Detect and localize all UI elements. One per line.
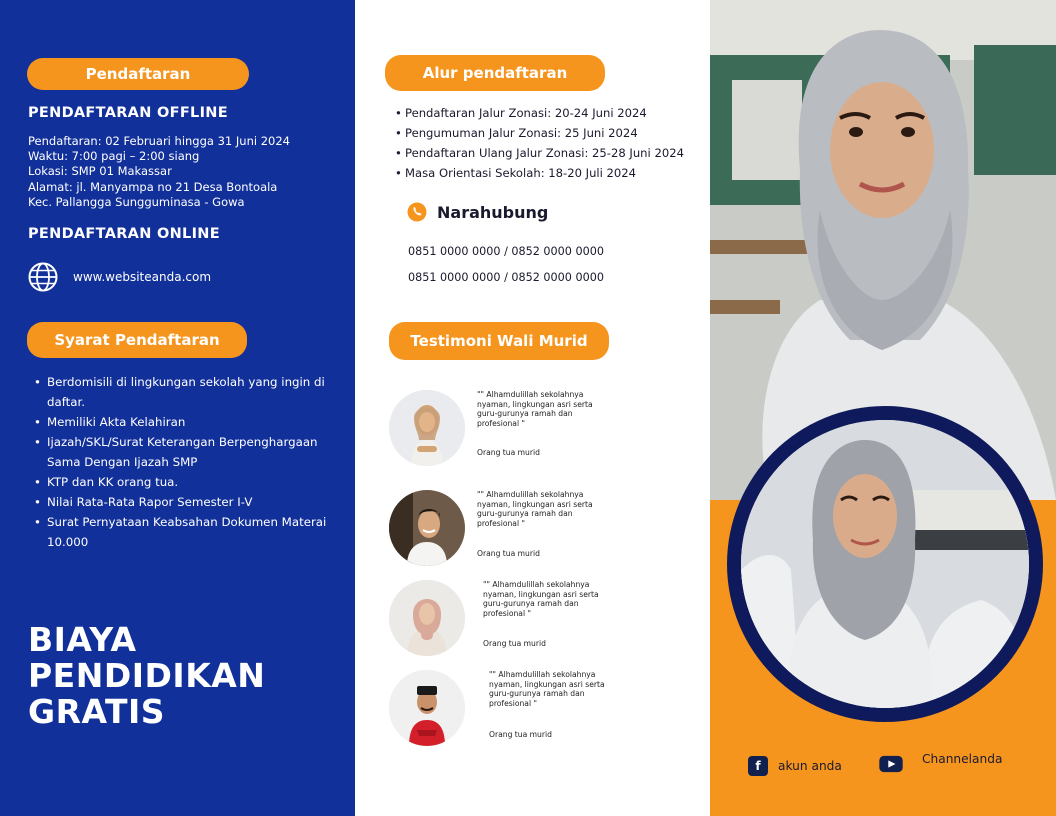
testimoni-pill: Testimoni Wali Murid — [389, 322, 609, 360]
phone-number: 0851 0000 0000 / 0852 0000 0000 — [408, 245, 604, 258]
left-panel — [0, 0, 355, 816]
photo-frame — [727, 406, 1043, 722]
big-title — [28, 622, 265, 730]
avatar — [389, 670, 465, 746]
youtube-icon — [878, 755, 904, 773]
list-item: • Surat Pernyataan Keabsahan Dokumen Materai 10.000 — [34, 512, 334, 552]
pendaftaran-pill: Pendaftaran — [27, 58, 249, 90]
right-panel — [710, 0, 1056, 816]
offline-line: Waktu: 7:00 pagi – 2:00 siang — [28, 149, 200, 164]
offline-line: Pendaftaran: 02 Februari hingga 31 Juni 2024 — [28, 134, 290, 148]
avatar — [389, 490, 465, 566]
website-row[interactable] — [28, 262, 211, 292]
testimonial-quote: "" Alhamdulillah sekolahnya nyaman, lingkungan asri serta guru-gurunya ramah dan profesional " — [477, 490, 593, 528]
testimonial-author: Orang tua murid — [477, 549, 540, 558]
testimonial-author: Orang tua murid — [483, 639, 546, 648]
syarat-pill: Syarat Pendaftaran — [27, 322, 247, 358]
phone-number: 0851 0000 0000 / 0852 0000 0000 — [408, 271, 604, 284]
online-title: PENDAFTARAN ONLINE — [28, 226, 220, 242]
youtube-link[interactable] — [878, 752, 1003, 773]
testimonial-author: Orang tua murid — [489, 730, 552, 739]
big-title-line: GRATIS — [28, 692, 166, 731]
testimonial-card — [389, 580, 689, 658]
offline-line: Kec. Pallangga Sungguminasa - Gowa — [28, 194, 245, 209]
middle-panel — [355, 0, 710, 816]
whatsapp-icon — [407, 202, 427, 222]
list-item: • Nilai Rata-Rata Rapor Semester I-V — [34, 492, 334, 512]
narahubung-title: Narahubung — [437, 202, 549, 222]
offline-title: PENDAFTARAN OFFLINE — [28, 105, 228, 121]
testimonial-card — [389, 390, 689, 468]
narahubung-heading — [407, 202, 548, 222]
offline-info — [28, 134, 290, 210]
facebook-icon: f — [748, 756, 768, 776]
facebook-link[interactable] — [748, 756, 842, 776]
avatar — [389, 390, 465, 466]
syarat-list — [34, 372, 334, 552]
avatar — [389, 580, 465, 656]
list-item: • Memiliki Akta Kelahiran — [34, 412, 334, 432]
website-link[interactable]: www.websiteanda.com — [73, 270, 212, 284]
facebook-label: akun anda — [778, 759, 842, 773]
list-item: • Berdomisili di lingkungan sekolah yang ingin di daftar. — [34, 372, 334, 412]
testimonial-quote: "" Alhamdulillah sekolahnya nyaman, lingkungan asri serta guru-gurunya ramah dan profesional " — [483, 580, 599, 618]
big-title-line: PENDIDIKAN — [28, 656, 266, 695]
testimonial-card — [389, 670, 689, 748]
class-photo — [741, 420, 1029, 708]
list-item: • KTP dan KK orang tua. — [34, 472, 334, 492]
alur-list — [395, 103, 684, 183]
youtube-label: Channelanda — [922, 752, 1003, 766]
list-item: • Pengumuman Jalur Zonasi: 25 Juni 2024 — [395, 123, 684, 143]
testimonial-quote: "" Alhamdulillah sekolahnya nyaman, lingkungan asri serta guru-gurunya ramah dan profesional " — [489, 670, 605, 708]
offline-line: Lokasi: SMP 01 Makassar — [28, 164, 172, 179]
testimonial-author: Orang tua murid — [477, 448, 540, 457]
alur-pill: Alur pendaftaran — [385, 55, 605, 91]
offline-line: Alamat: jl. Manyampa no 21 Desa Bontoala — [28, 179, 278, 194]
list-item: • Ijazah/SKL/Surat Keterangan Berpenghargaan Sama Dengan Ijazah SMP — [34, 432, 334, 472]
list-item: • Pendaftaran Jalur Zonasi: 20-24 Juni 2024 — [395, 103, 684, 123]
testimonial-card — [389, 490, 689, 568]
testimonial-quote: "" Alhamdulillah sekolahnya nyaman, lingkungan asri serta guru-gurunya ramah dan profesional " — [477, 390, 593, 428]
list-item: • Masa Orientasi Sekolah: 18-20 Juli 2024 — [395, 163, 684, 183]
list-item: • Pendaftaran Ulang Jalur Zonasi: 25-28 Juni 2024 — [395, 143, 684, 163]
big-title-line: BIAYA — [28, 620, 137, 659]
globe-icon — [28, 262, 58, 292]
